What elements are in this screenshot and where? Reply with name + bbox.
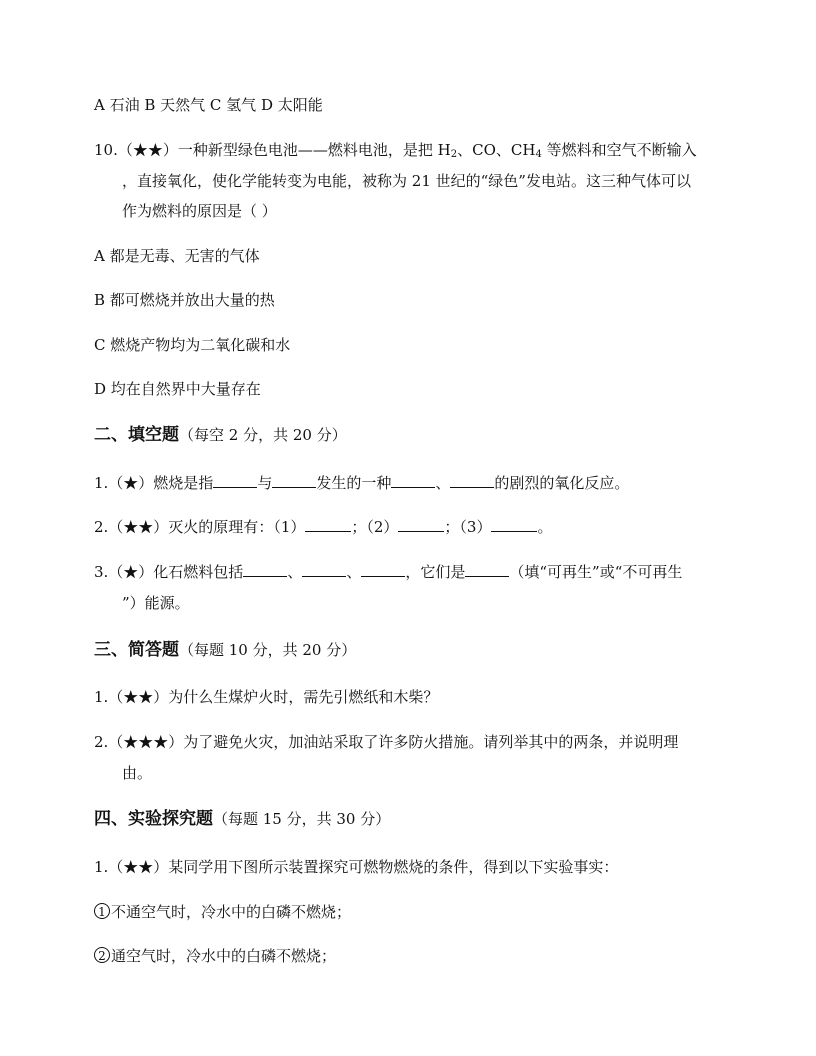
- section2-q1-prefix: 1.（★）燃烧是指: [94, 474, 214, 492]
- section3-q2-line2: 由。: [122, 764, 153, 782]
- section2-q3-part2: 、: [346, 563, 362, 581]
- section2-title: 二、填空题: [94, 425, 179, 445]
- section3-note: （每题 10 分，共 20 分）: [179, 641, 357, 659]
- q10-option-d: D 均在自然界中大量存在: [94, 380, 261, 398]
- section2-q2-part2: ；（3）: [444, 518, 492, 536]
- section4-q1: 1.（★★）某同学用下图所示装置探究可燃物燃烧的条件，得到以下实验事实：: [94, 858, 619, 876]
- section2-q2-part1: ；（2）: [351, 518, 399, 536]
- section2-q3-line2: ”）能源。: [122, 594, 190, 612]
- section3-q2-line1: 2.（★★★）为了避免火灾，加油站采取了许多防火措施。请列举其中的两条，并说明理: [94, 733, 679, 751]
- section2-q3-part3: ，它们是: [405, 563, 466, 581]
- q10-option-a: A 都是无毒、无害的气体: [94, 247, 260, 265]
- q9-options: A 石油 B 天然气 C 氢气 D 太阳能: [94, 96, 323, 114]
- section2-q1-part3: 、: [435, 474, 451, 492]
- section4-heading: [94, 809, 734, 829]
- section4-title: 四、实验探究题: [94, 809, 213, 829]
- section2-note: （每空 2 分，共 20 分）: [179, 426, 347, 444]
- q10-line1: [94, 141, 734, 161]
- q10-option-c: C 燃烧产物均为二氧化碳和水: [94, 336, 291, 354]
- blank: [302, 564, 346, 577]
- section4-fact1-text: 不通空气时，冷水中的白磷不燃烧；: [111, 903, 352, 921]
- blank: [398, 519, 444, 532]
- section3-heading: [94, 640, 734, 660]
- section2-q3-part1: 、: [287, 563, 303, 581]
- blank: [213, 475, 257, 488]
- q10-line1-suffix: 等燃料和空气不断输入: [541, 141, 697, 159]
- section2-q3-prefix: 3.（★）化石燃料包括: [94, 563, 244, 581]
- section4-fact2: [94, 947, 734, 965]
- q10-line2: ，直接氧化，使化学能转变为电能，被称为 21 世纪的“绿色”发电站。这三种气体可以: [122, 172, 691, 190]
- section2-q3-part4: （填“可再生”或“不可再生: [509, 563, 683, 581]
- q10-option-b: B 都可燃烧并放出大量的热: [94, 291, 275, 309]
- blank: [361, 564, 405, 577]
- blank: [491, 519, 537, 532]
- circled-number: 2: [94, 947, 110, 963]
- section2-q3-line1: [94, 563, 734, 581]
- q10-line3: 作为燃料的原因是（ ）: [122, 202, 277, 220]
- section3-q1: 1.（★★）为什么生煤炉火时，需先引燃纸和木柴？: [94, 688, 439, 706]
- section4-fact1: [94, 903, 734, 921]
- section2-q2: [94, 518, 734, 536]
- q10-line1-mid: 、CO、CH: [457, 141, 536, 159]
- section2-heading: [94, 425, 734, 445]
- q10-line1-prefix: 10.（★★）一种新型绿色电池——燃料电池，是把 H: [94, 141, 451, 159]
- section2-q1-part4: 的剧烈的氧化反应。: [494, 474, 630, 492]
- h2-subscript: 2: [450, 149, 458, 160]
- section4-fact2-text: 通空气时，冷水中的白磷不燃烧；: [111, 947, 337, 965]
- blank: [391, 475, 435, 488]
- section2-q2-part3: 。: [537, 518, 553, 536]
- ch4-subscript: 4: [535, 149, 542, 160]
- section3-title: 三、简答题: [94, 640, 179, 660]
- section2-q1-part2: 发生的一种: [316, 474, 392, 492]
- blank: [243, 564, 287, 577]
- blank: [450, 475, 494, 488]
- circled-number: 1: [94, 903, 110, 919]
- section2-q2-prefix: 2.（★★）灭火的原理有：（1）: [94, 518, 306, 536]
- blank: [272, 475, 316, 488]
- blank: [465, 564, 509, 577]
- section4-note: （每题 15 分，共 30 分）: [213, 810, 391, 828]
- section2-q1-part1: 与: [257, 474, 273, 492]
- section2-q1: [94, 474, 734, 492]
- blank: [305, 519, 351, 532]
